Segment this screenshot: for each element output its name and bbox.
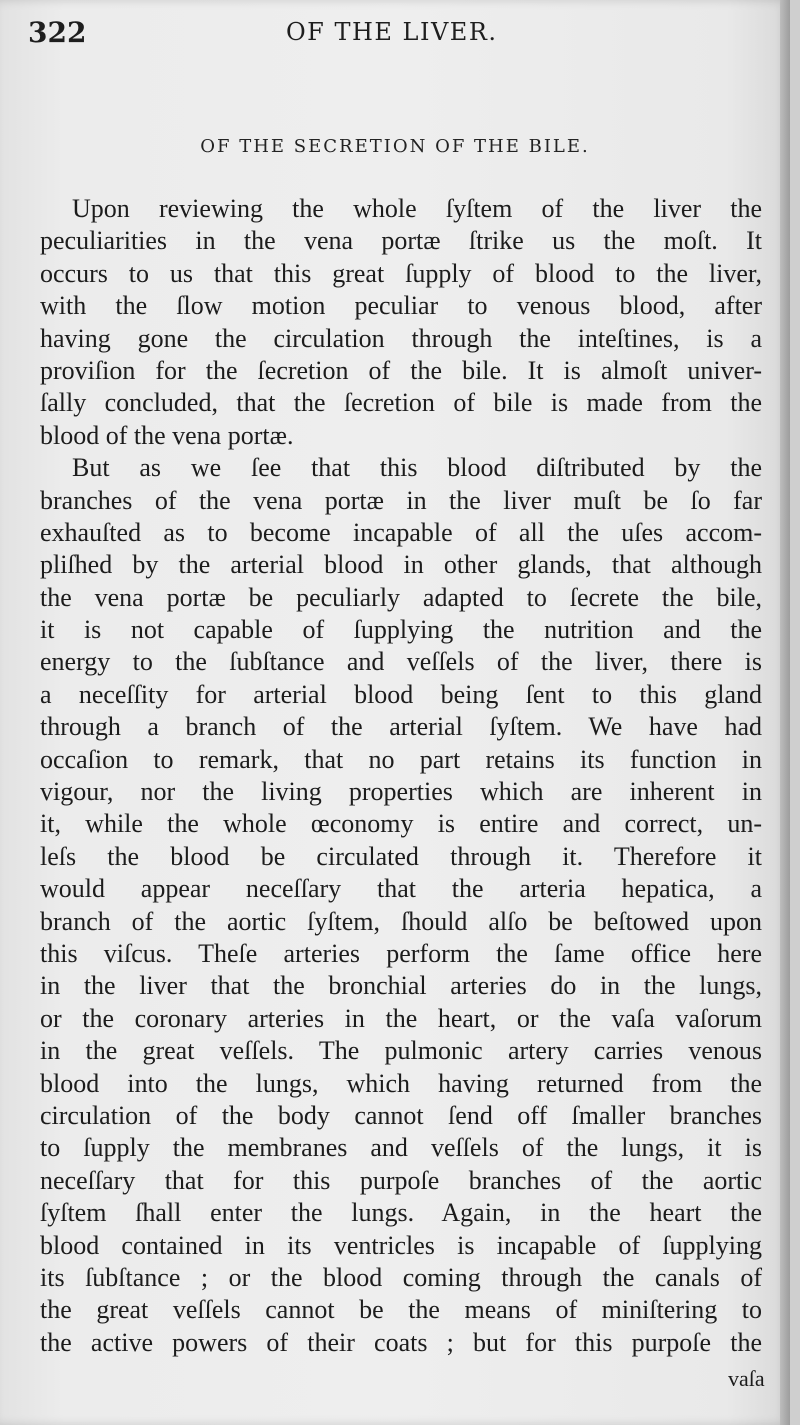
text-line: branch of the aortic ſyſtem, ſhould alſo be beſtowed upon	[40, 906, 762, 936]
text-line: peculiarities in the vena portæ ſtrike us the moſt. It	[40, 226, 762, 256]
text-line: exhauſted as to become incapable of all the uſes accom-	[40, 517, 762, 547]
text-line: blood of the vena portæ.	[40, 420, 294, 450]
text-line: proviſion for the ſecretion of the bile. It is almoſt univer-	[40, 355, 762, 385]
text-line: through a branch of the arterial ſyſtem. We have had	[40, 712, 762, 742]
text-line: this viſcus. Theſe arteries perform the ſame office here	[40, 938, 762, 968]
text-line: the active powers of their coats ; but for this purpoſe the	[40, 1327, 762, 1357]
body-text	[40, 193, 762, 1359]
text-line: Upon reviewing the whole ſyſtem of the liver the	[72, 194, 762, 223]
text-line: its ſubſtance ; or the blood coming through the canals of	[40, 1262, 762, 1292]
text-line: to ſupply the membranes and veſſels of the lungs, it is	[40, 1133, 762, 1163]
text-line: occaſion to remark, that no part retains its function in	[40, 744, 762, 774]
page-edge	[780, 0, 790, 1425]
text-line: circulation of the body cannot ſend off ſmaller branches	[40, 1100, 762, 1130]
text-line: ſally concluded, that the ſecretion of bile is made from the	[40, 388, 762, 418]
text-line: leſs the blood be circulated through it. Therefore it	[40, 841, 762, 871]
text-line: occurs to us that this great ſupply of blood to the liver,	[40, 258, 762, 288]
running-title: OF THE LIVER.	[286, 18, 498, 46]
section-heading: OF THE SECRETION OF THE BILE.	[200, 136, 590, 157]
text-line: it is not capable of ſupplying the nutrition and the	[40, 615, 762, 645]
text-line: branches of the vena portæ in the liver muſt be ſo far	[40, 485, 762, 515]
text-line: a neceſſity for arterial blood being ſent to this gland	[40, 679, 762, 709]
text-line: would appear neceſſary that the arteria hepatica, a	[40, 874, 762, 904]
text-line: it, while the whole œconomy is entire and correct, un-	[40, 809, 762, 839]
text-line: or the coronary arteries in the heart, or the vaſa vaſorum	[40, 1003, 762, 1033]
text-line: having gone the circulation through the inteſtines, is a	[40, 323, 762, 353]
text-line: in the liver that the bronchial arteries do in the lungs,	[40, 971, 762, 1001]
text-line: neceſſary that for this purpoſe branches of the aortic	[40, 1165, 762, 1195]
catchword: vaſa	[728, 1366, 765, 1391]
running-head	[26, 14, 766, 54]
text-line: the vena portæ be peculiarly adapted to ſecrete the bile,	[40, 582, 762, 612]
text-line: in the great veſſels. The pulmonic artery carries venous	[40, 1036, 762, 1066]
text-line: blood contained in its ventricles is incapable of ſupplying	[40, 1230, 762, 1260]
text-line: energy to the ſubſtance and veſſels of the liver, there is	[40, 647, 762, 677]
page-number: 322	[28, 16, 87, 49]
text-line: the great veſſels cannot be the means of miniſtering to	[40, 1295, 762, 1325]
text-line: vigour, nor the living properties which are inherent in	[40, 777, 762, 807]
text-line: But as we ſee that this blood diſtributed by the	[72, 453, 762, 483]
text-line: with the ſlow motion peculiar to venous blood, after	[40, 291, 762, 321]
text-line: ſyſtem ſhall enter the lungs. Again, in the heart the	[40, 1198, 762, 1228]
text-line: blood into the lungs, which having returned from the	[40, 1068, 762, 1098]
bleed-through-texture	[30, 70, 770, 180]
text-line: pliſhed by the arterial blood in other glands, that although	[40, 550, 762, 580]
